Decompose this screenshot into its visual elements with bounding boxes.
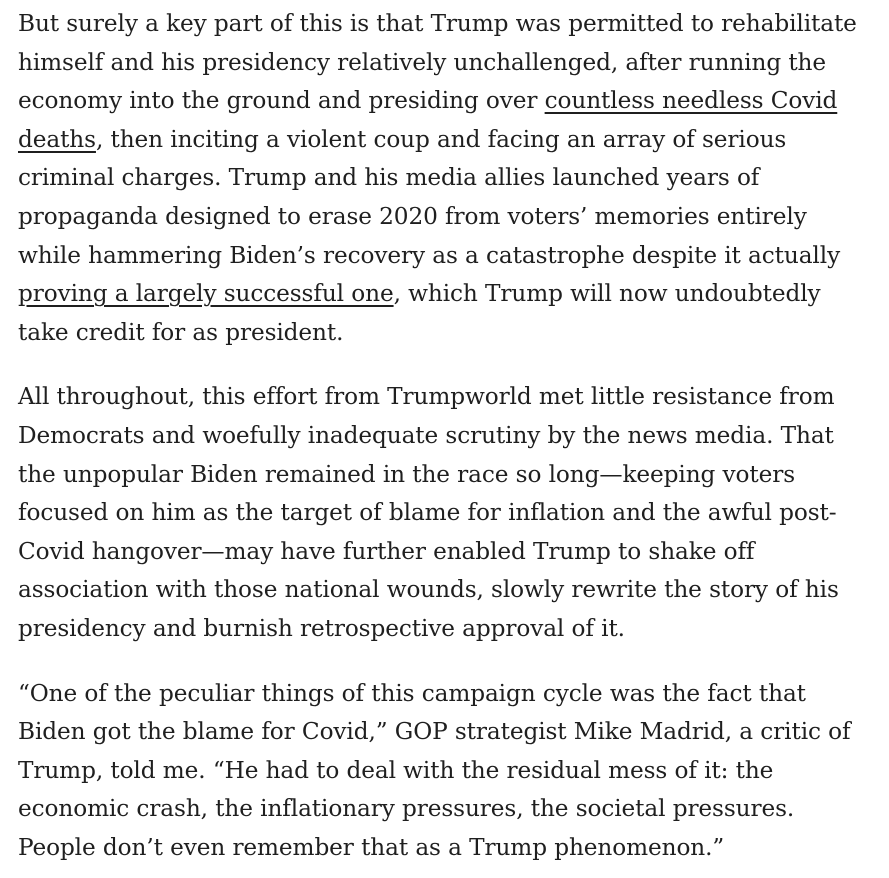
link-successful-recovery[interactable]: proving a largely successful one xyxy=(18,280,394,308)
article-body xyxy=(18,5,869,867)
paragraph-3-text: “One of the peculiar things of this campaign cycle was the fact that Biden got the blame for Covid,” GOP strategist Mike Madrid, a critic of Trump, told me. “He had to deal with the residual mess of it: the economic crash, the inflationary pressures, the societal pressures. People don’t even remember that as a Trump phenomenon.” xyxy=(18,679,851,861)
paragraph-3-quote xyxy=(18,675,869,868)
paragraph-1-text-c: , which Trump will now undoubtedly take credit for as president. xyxy=(18,280,821,346)
paragraph-1-text-a: But surely a key part of this is that Trump was permitted to rehabilitate himself and his presidency relatively unchallenged, after running the economy into the ground and presiding over xyxy=(18,10,857,115)
paragraph-1-text-b: , then inciting a violent coup and facing an array of serious criminal charges. Trump and his media allies launched years of propaganda designed to erase 2020 from voters’ memories entirely while hammering Biden’s recovery as a catastrophe despite it actually xyxy=(18,125,841,269)
paragraph-1 xyxy=(18,5,869,352)
paragraph-2 xyxy=(18,378,869,648)
link-covid-deaths[interactable]: countless needless Covid deaths xyxy=(18,87,838,153)
paragraph-2-text: All throughout, this effort from Trumpworld met little resistance from Democrats and woefully inadequate scrutiny by the news media. That the unpopular Biden remained in the race so long—keeping voters focused on him as the target of blame for inflation and the awful post-Covid hangover—may have further enabled Trump to shake off association with those national wounds, slowly rewrite the story of his presidency and burnish retrospective approval of it. xyxy=(18,383,839,642)
